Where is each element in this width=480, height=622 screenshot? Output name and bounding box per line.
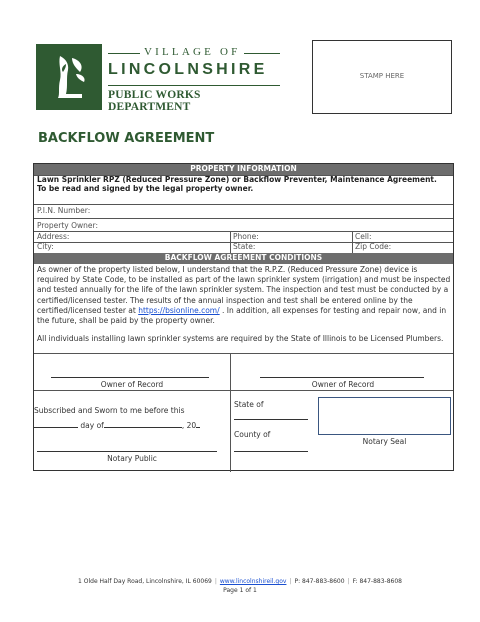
intro-text	[37, 175, 447, 193]
notary-seal-label: Notary Seal	[362, 437, 407, 446]
conditions-text-b: . In addition, all expenses for testing and repair now, and in the future, shall be paid by the property owner.	[37, 305, 447, 326]
owner-signature-line-right[interactable]	[260, 377, 424, 378]
logo-emblem	[36, 44, 102, 110]
footer-separator: |	[347, 578, 350, 585]
divider	[34, 390, 453, 391]
county-of-label: County of	[234, 430, 271, 439]
logo-rule	[108, 85, 280, 86]
logo-lincolnshire: LINCOLNSHIRE	[108, 61, 268, 78]
licensing-paragraph: All individuals installing lawn sprinkler systems are required by the State of Illinois to be Licensed Plumbers.	[37, 334, 444, 343]
divider	[34, 218, 453, 219]
agreement-form	[33, 163, 454, 471]
divider	[230, 353, 231, 472]
notary-signature-line[interactable]	[37, 451, 217, 452]
intro-line-2: To be read and signed by the legal property owner.	[37, 184, 254, 193]
stamp-label: STAMP HERE	[359, 72, 405, 80]
state-of-line[interactable]	[234, 419, 308, 420]
footer-website-link[interactable]: www.lincolnshireil.gov	[219, 578, 287, 585]
conditions-paragraph	[37, 265, 451, 326]
phone-field[interactable]: Phone:	[233, 232, 259, 241]
county-of-line[interactable]	[234, 451, 308, 452]
logo-department: PUBLIC WORKS DEPARTMENT	[108, 89, 201, 113]
conditions-text-a: As owner of the property listed below, I understand that the R.P.Z. (Reduced Pressure Zone) device is required by State Code, to be installed as part of the lawn sprinkler system (irrigation) and must be inspected and tested annually for the life of the lawn sprinkler system. The inspection and test must be conducted by a certified/licensed tester. The results of the annual inspection and test shall be entered online by the certified/licensed tester at	[37, 265, 451, 315]
year-blank[interactable]	[196, 420, 200, 428]
owner-label-left: Owner of Record	[100, 380, 164, 389]
footer-phone: P: 847-883-8600	[294, 578, 345, 585]
footer-separator: |	[289, 578, 292, 585]
divider	[34, 204, 453, 205]
logo-village-of: VILLAGE OF	[144, 46, 241, 58]
conditions-header: BACKFLOW AGREEMENT CONDITIONS	[34, 253, 453, 264]
owner-label-right: Owner of Record	[311, 380, 375, 389]
address-field[interactable]: Address:	[37, 232, 70, 241]
notary-public-label: Notary Public	[107, 454, 157, 463]
page-number: Page 1 of 1	[223, 587, 257, 594]
month-blank[interactable]	[104, 420, 182, 428]
divider	[230, 231, 231, 253]
day-of-label: day of	[80, 421, 104, 430]
document-title: BACKFLOW AGREEMENT	[38, 131, 215, 146]
stamp-box	[312, 40, 452, 114]
footer-fax: F: 847-883-8608	[352, 578, 402, 585]
owner-signature-line-left[interactable]	[51, 377, 209, 378]
state-field[interactable]: State:	[233, 242, 256, 251]
divider	[34, 353, 453, 354]
village-logo	[36, 44, 282, 113]
zip-field[interactable]: Zip Code:	[355, 242, 392, 251]
leaf-l-icon	[36, 44, 102, 110]
footer-address: 1 Olde Half Day Road, Lincolnshire, IL 60069	[78, 578, 212, 585]
owner-field[interactable]: Property Owner:	[37, 221, 99, 230]
logo-rule-right	[244, 53, 280, 54]
year-label: , 20	[181, 421, 197, 430]
footer	[0, 578, 480, 585]
cell-field[interactable]: Cell:	[355, 232, 372, 241]
footer-separator: |	[214, 578, 217, 585]
property-info-header: PROPERTY INFORMATION	[34, 164, 453, 175]
city-field[interactable]: City:	[37, 242, 54, 251]
pin-field[interactable]: P.I.N. Number:	[37, 206, 91, 215]
notary-seal-box	[318, 397, 451, 435]
divider	[352, 231, 353, 253]
sworn-text: Subscribed and Sworn to me before this	[34, 406, 185, 415]
intro-line-1: Lawn Sprinkler RPZ (Reduced Pressure Zone) or Backflow Preventer, Maintenance Agreement.	[37, 175, 437, 184]
state-of-label: State of	[234, 400, 264, 409]
logo-rule-left	[108, 53, 140, 54]
day-blank[interactable]	[34, 420, 78, 428]
sworn-date-line	[34, 420, 200, 430]
bsionline-link[interactable]: https://bsionline.com/	[138, 305, 220, 315]
